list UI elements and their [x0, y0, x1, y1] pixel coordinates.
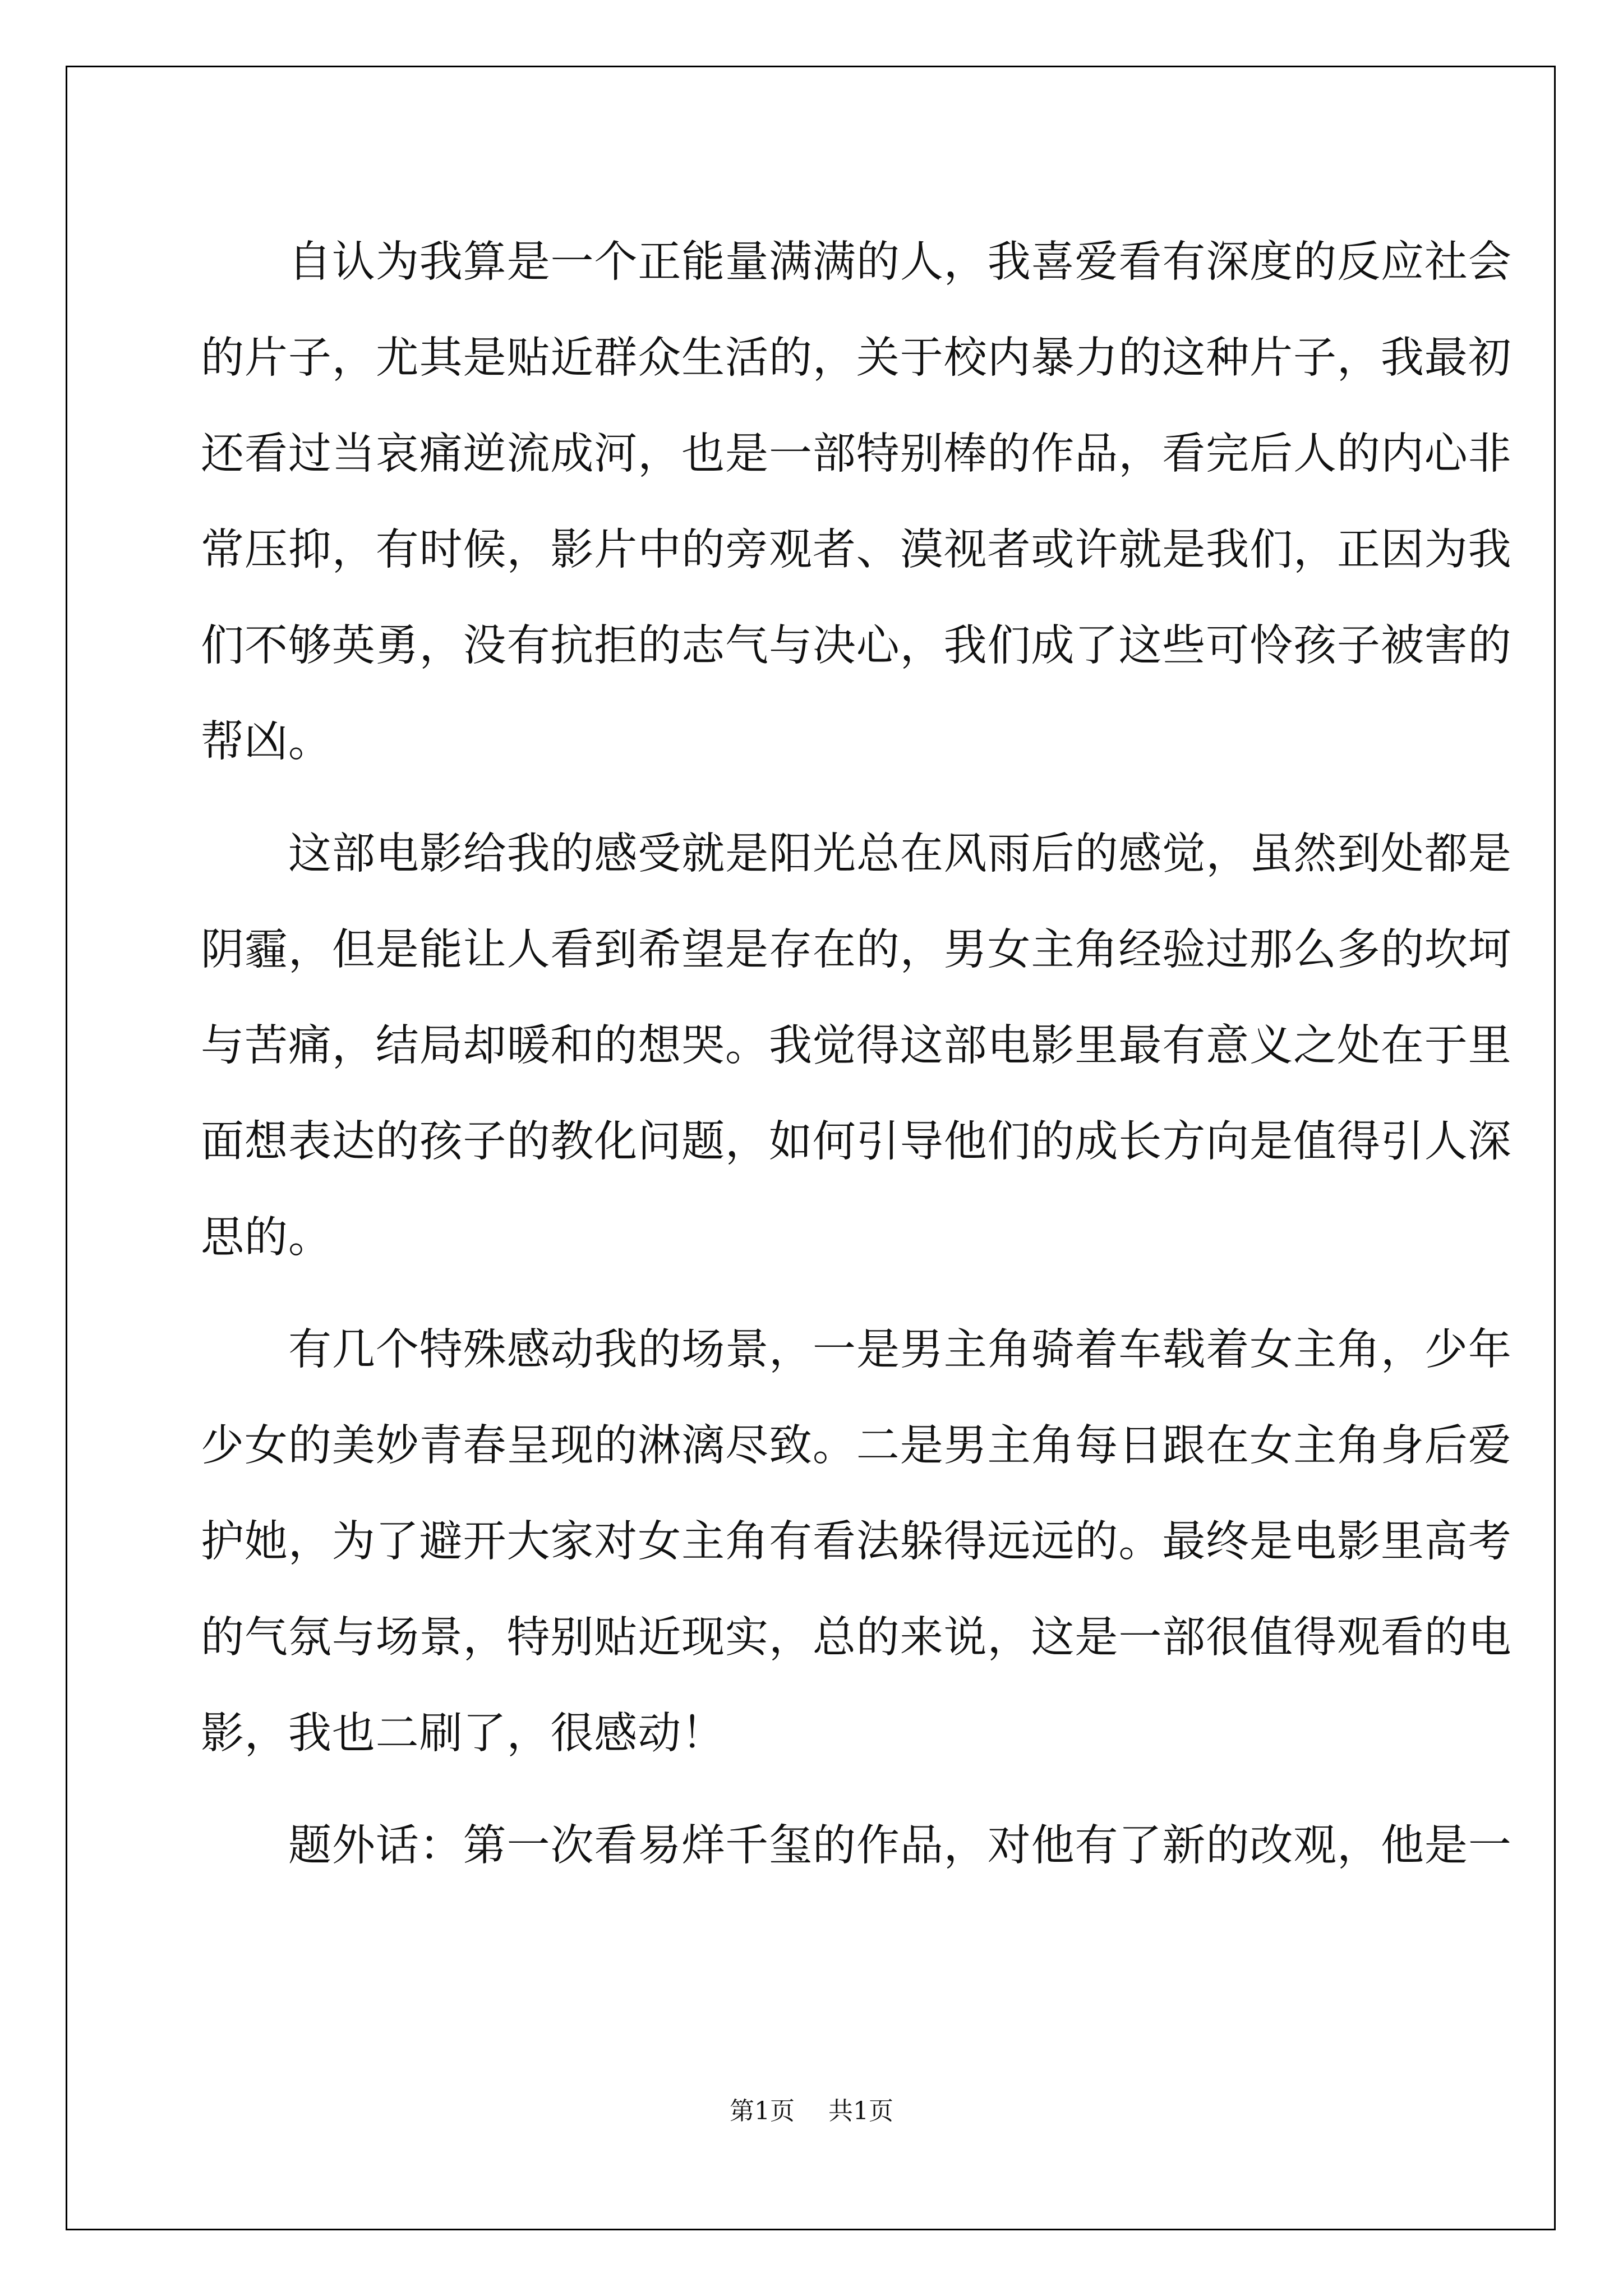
paragraph [201, 806, 1512, 1286]
text-line: 影，我也二刷了，很感动！ [201, 1709, 726, 1759]
text-line: 与苦痛，结局却暖和的想哭。我觉得这部电影里最有意义之处在于里 [201, 1021, 1512, 1071]
text-line: 题外话：第一次看易烊千玺的作品，对他有了新的改观，他是一 [288, 1821, 1512, 1871]
text-line: 的气氛与场景，特别贴近现实，总的来说，这是一部很值得观看的电 [201, 1613, 1512, 1663]
text-line: 面想表达的孩子的教化问题，如何引导他们的成长方向是值得引人深 [201, 1117, 1512, 1167]
paragraph [201, 214, 1512, 790]
page-number-total: 共1页 [828, 2097, 893, 2125]
paragraph [201, 1798, 1512, 1894]
text-line: 自认为我算是一个正能量满满的人，我喜爱看有深度的反应社会 [288, 237, 1512, 287]
text-line: 的片子，尤其是贴近群众生活的，关于校内暴力的这种片子，我最初 [201, 333, 1512, 383]
text-line: 有几个特殊感动我的场景，一是男主角骑着车载着女主角，少年 [288, 1325, 1512, 1375]
text-line: 帮凶。 [201, 717, 332, 767]
text-line: 思的。 [201, 1213, 332, 1263]
text-line: 少女的美妙青春呈现的淋漓尽致。二是男主角每日跟在女主角身后爱 [201, 1421, 1512, 1471]
text-line: 常压抑，有时候，影片中的旁观者、漠视者或许就是我们，正因为我 [201, 525, 1512, 575]
text-line: 还看过当哀痛逆流成河，也是一部特别棒的作品，看完后人的内心非 [201, 429, 1512, 479]
page-number-current: 第1页 [730, 2097, 795, 2125]
document-body [201, 214, 1512, 1894]
text-line: 这部电影给我的感受就是阳光总在风雨后的感觉，虽然到处都是 [288, 829, 1512, 879]
text-line: 阴霾，但是能让人看到希望是存在的，男女主角经验过那么多的坎坷 [201, 925, 1512, 975]
text-line: 们不够英勇，没有抗拒的志气与决心，我们成了这些可怜孩子被害的 [201, 621, 1512, 671]
paragraph [201, 1302, 1512, 1782]
page-footer [0, 2097, 1623, 2126]
text-line: 护她，为了避开大家对女主角有看法躲得远远的。最终是电影里高考 [201, 1517, 1512, 1567]
